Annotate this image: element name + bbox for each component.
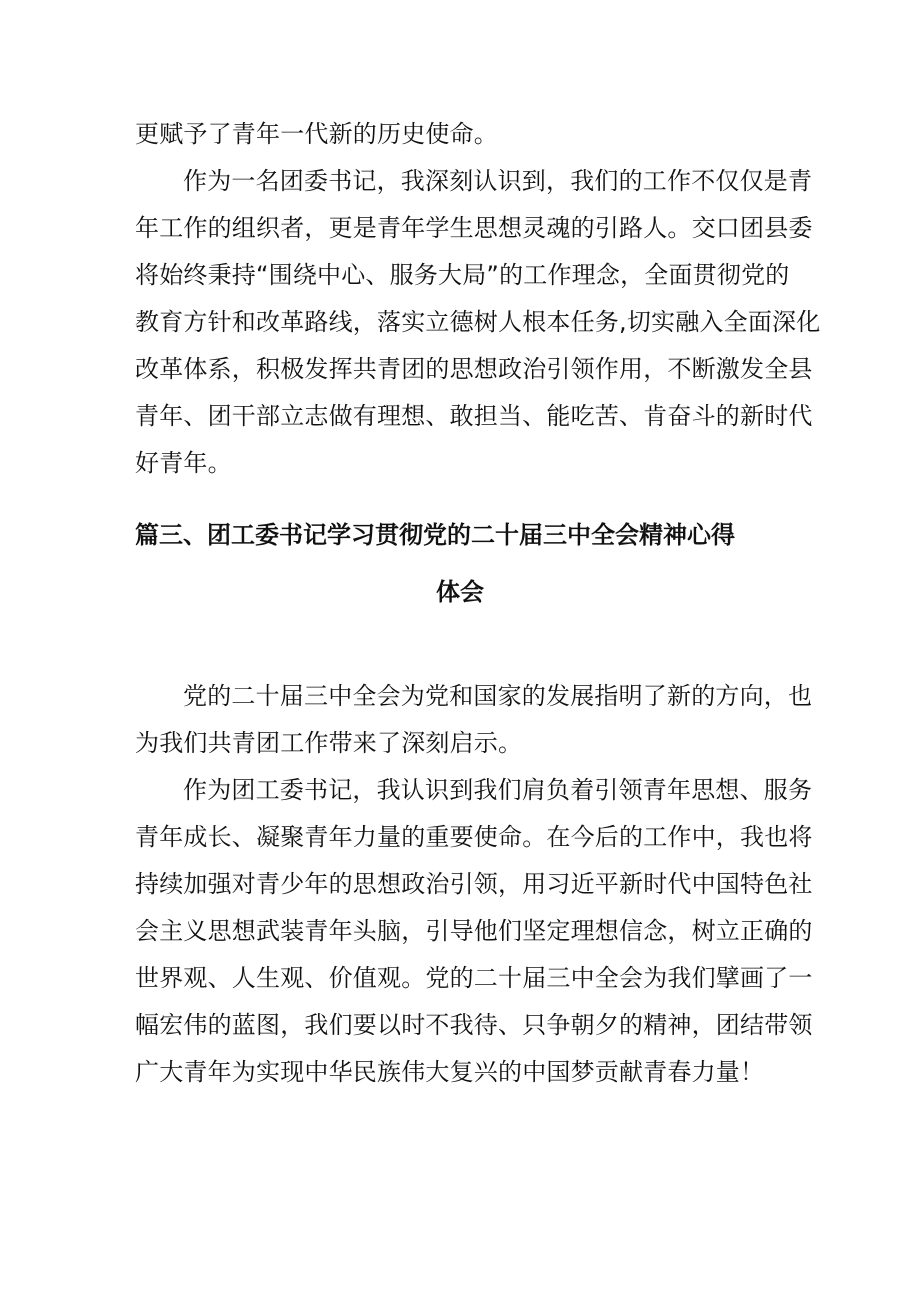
paragraph-commitment-line: 会主义思想武装青年头脑，引导他们坚定理想信念，树立正确的 bbox=[135, 917, 813, 945]
paragraph-secretary-role-line: 作为一名团委书记，我深刻认识到，我们的工作不仅仅是青 bbox=[183, 167, 813, 195]
paragraph-commitment-line: 青年成长、凝聚青年力量的重要使命。在今后的工作中，我也将 bbox=[135, 823, 813, 851]
paragraph-secretary-role-line: 好青年。 bbox=[135, 449, 232, 477]
paragraph-commitment-line: 广大青年为实现中华民族伟大复兴的中国梦贡献青春力量！ bbox=[135, 1058, 765, 1086]
section-heading-line2: 体会 bbox=[436, 578, 484, 606]
paragraph-commitment-line: 持续加强对青少年的思想政治引领，用习近平新时代中国特色社 bbox=[135, 870, 813, 898]
paragraph-secretary-role-line: 年工作的组织者，更是青年学生思想灵魂的引路人。交口团县委 bbox=[135, 214, 813, 242]
paragraph-commitment-line: 幅宏伟的蓝图，我们要以时不我待、只争朝夕的精神，团结带领 bbox=[135, 1011, 813, 1039]
paragraph-continuation-line: 更赋予了青年一代新的历史使命。 bbox=[135, 120, 498, 148]
section-heading-line1: 篇三、团工委书记学习贯彻党的二十届三中全会精神心得 bbox=[135, 521, 735, 549]
paragraph-secretary-role-line: 将始终秉持“围绕中心、服务大局”的工作理念，全面贯彻党的 bbox=[135, 261, 790, 289]
paragraph-secretary-role-line: 教育方针和改革路线，落实立德树人根本任务,切实融入全面深化 bbox=[135, 308, 821, 336]
paragraph-commitment-line: 作为团工委书记，我认识到我们肩负着引领青年思想、服务 bbox=[183, 776, 813, 804]
paragraph-secretary-role-line: 改革体系，积极发挥共青团的思想政治引领作用，不断激发全县 bbox=[135, 355, 813, 383]
paragraph-intro-line: 党的二十届三中全会为党和国家的发展指明了新的方向，也 bbox=[183, 682, 813, 710]
paragraph-secretary-role-line: 青年、团干部立志做有理想、敢担当、能吃苦、肯奋斗的新时代 bbox=[135, 402, 813, 430]
paragraph-intro-line: 为我们共青团工作带来了深刻启示。 bbox=[135, 729, 523, 757]
paragraph-commitment-line: 世界观、人生观、价值观。党的二十届三中全会为我们擘画了一 bbox=[135, 964, 813, 992]
